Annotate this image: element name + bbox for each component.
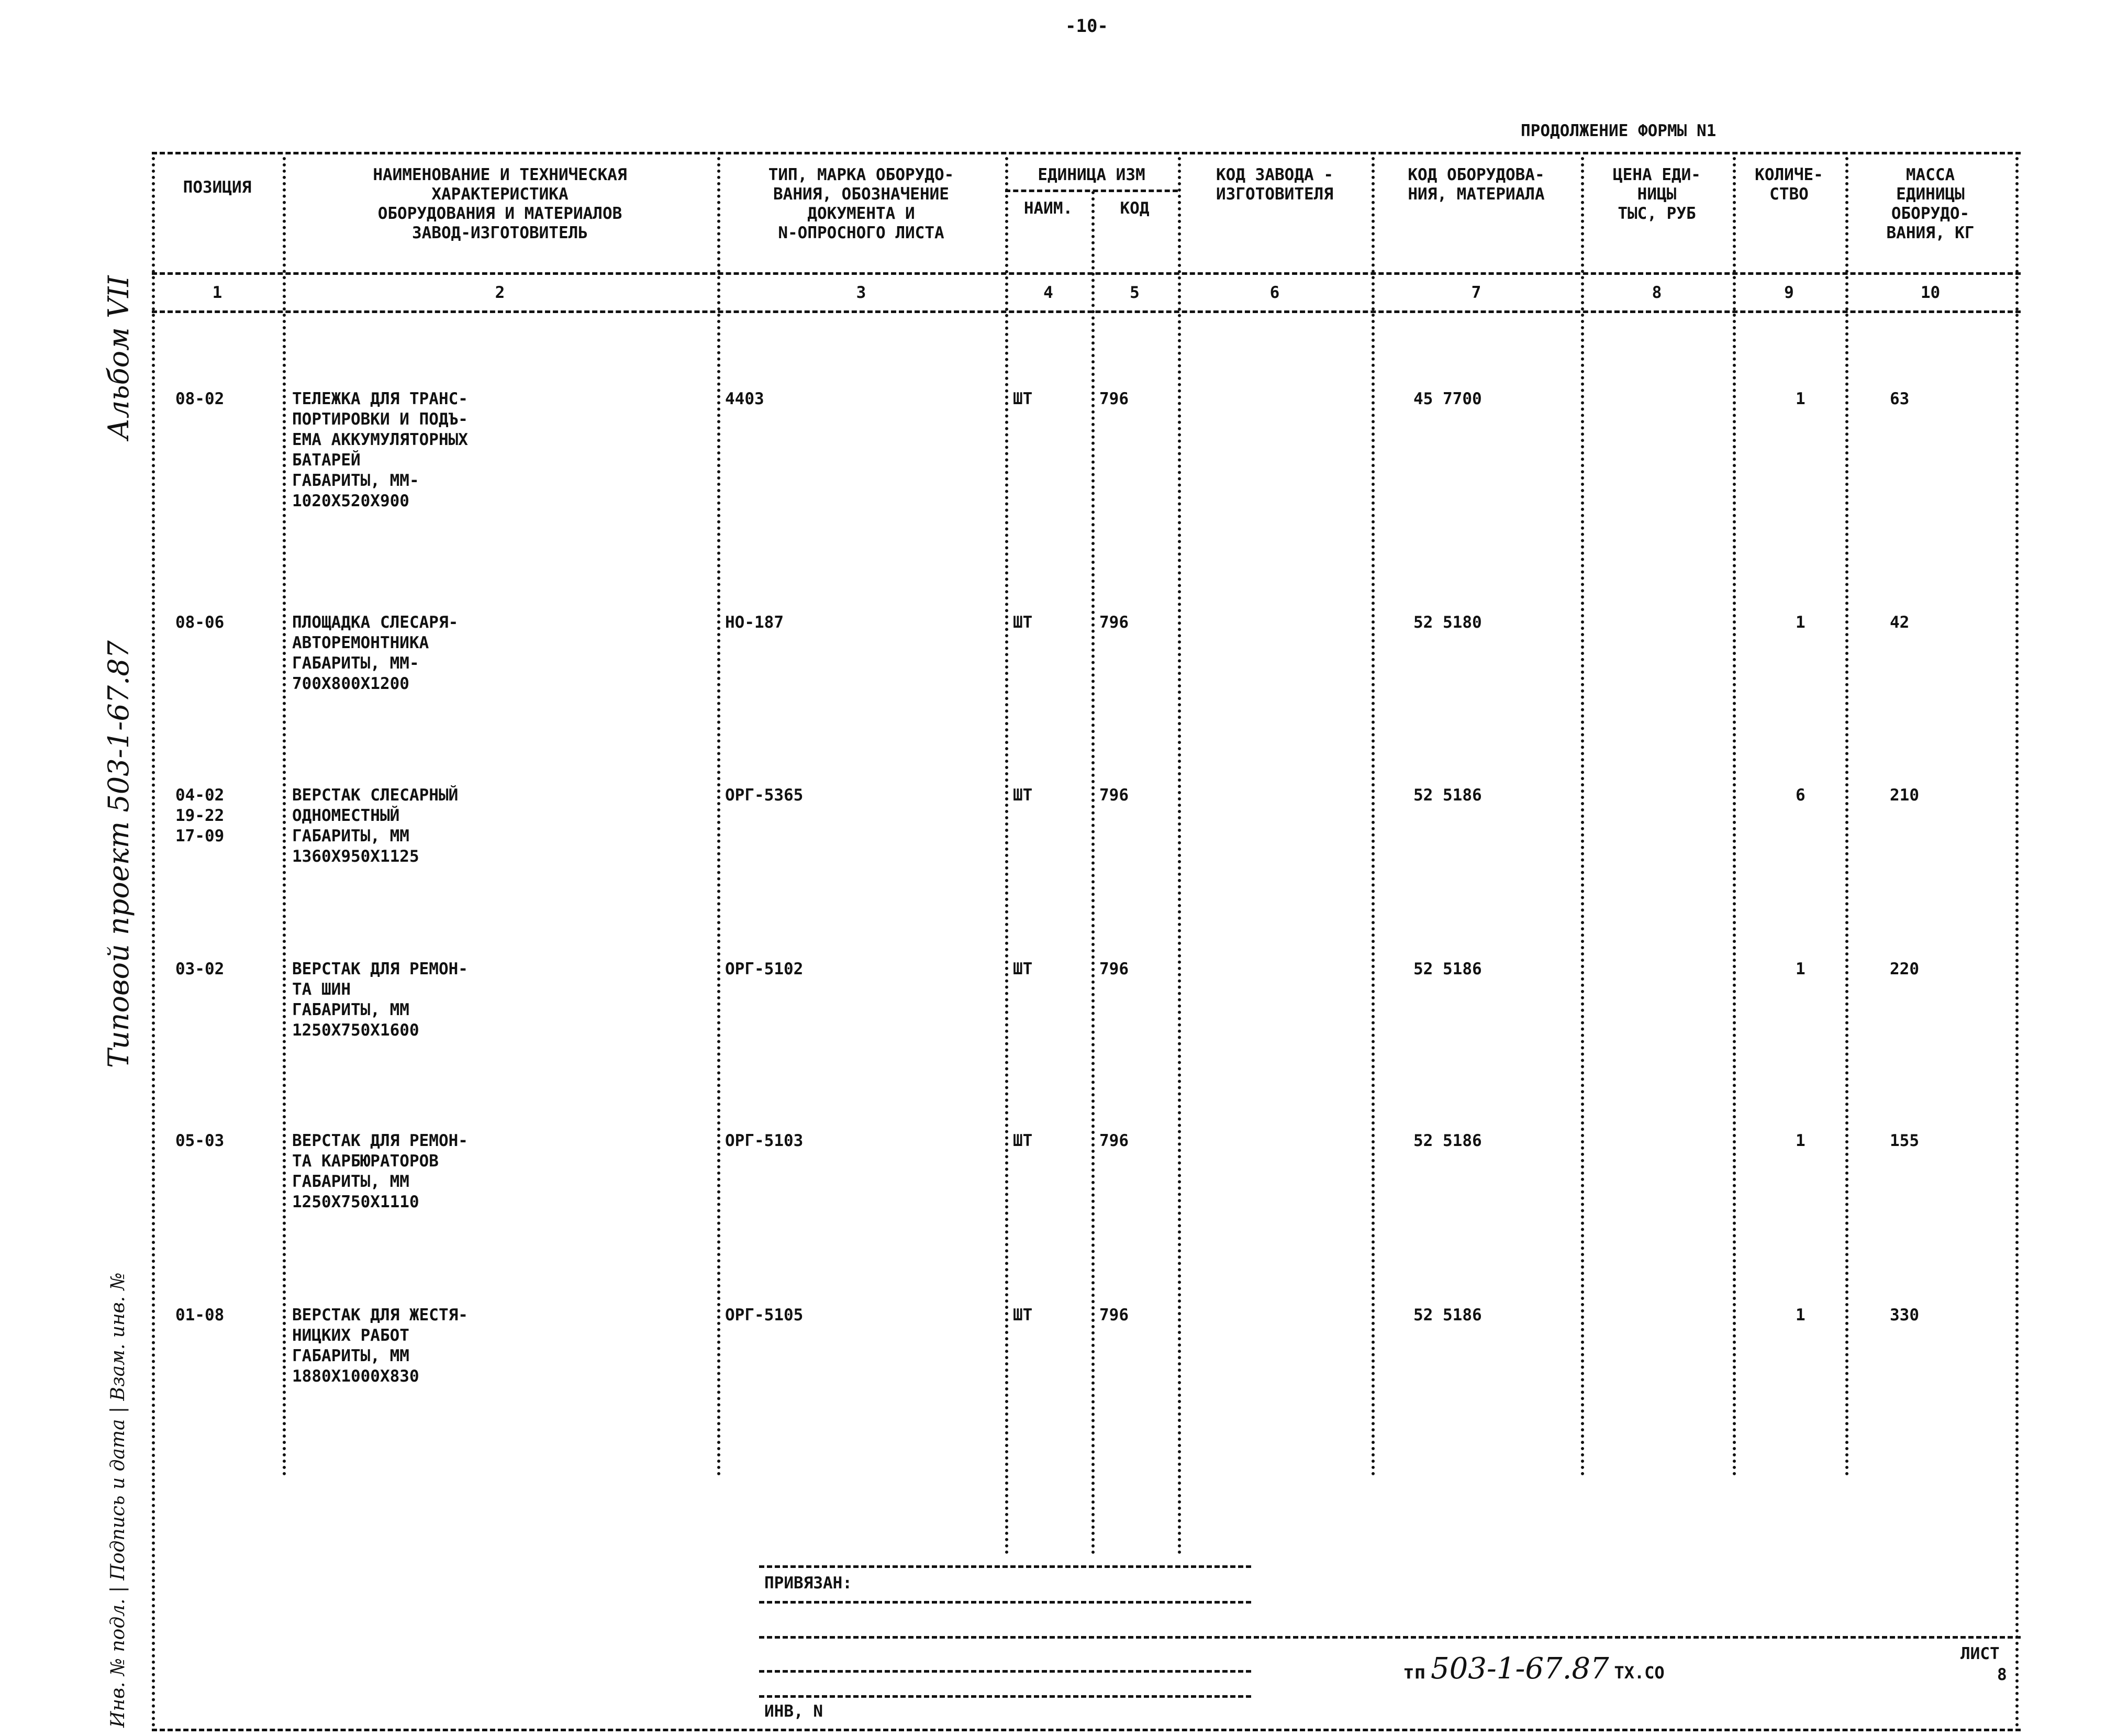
header-col-10: МАССА ЕДИНИЦЫ ОБОРУДО- ВАНИЯ, КГ <box>1886 165 1975 242</box>
row-equipment-code: 52 5186 <box>1413 1306 1482 1325</box>
col-sep-0 <box>152 157 155 1728</box>
row-name: ВЕРСТАК ДЛЯ РЕМОН- ТА КАРБЮРАТОРОВ ГАБАРИТЫ, ММ 1250Х750Х1110 <box>292 1131 468 1211</box>
row-quantity: 1 <box>1796 390 1806 408</box>
stamp-rule-4 <box>759 1670 1251 1673</box>
row-name: ВЕРСТАК ДЛЯ РЕМОН- ТА ШИН ГАБАРИТЫ, ММ 1250Х750Х1600 <box>292 960 468 1040</box>
table-bottom-rule <box>152 1729 2021 1731</box>
col-sep-6 <box>1372 157 1375 1476</box>
stamp-rule-1 <box>759 1565 1251 1568</box>
row-equipment-code: 52 5186 <box>1413 960 1482 978</box>
row-name: ТЕЛЕЖКА ДЛЯ ТРАНС- ПОРТИРОВКИ И ПОДЪ- ЕМА АККУМУЛЯТОРНЫХ БАТАРЕЙ ГАБАРИТЫ, ММ- 1020Х520Х900 <box>292 390 468 510</box>
col-num-8: 8 <box>1652 283 1662 302</box>
col-num-6: 6 <box>1269 283 1280 302</box>
row-type: НО-187 <box>725 613 784 632</box>
col-num-10: 10 <box>1920 283 1941 302</box>
project-label: Типовой проект 503-1-67.87 <box>102 640 135 1068</box>
row-mass: 330 <box>1890 1306 1919 1325</box>
row-type: ОРГ-5365 <box>725 786 804 805</box>
doc-prefix: тп <box>1403 1662 1426 1683</box>
row-type: ОРГ-5105 <box>725 1306 804 1325</box>
col-sep-2 <box>717 157 720 1476</box>
document-code <box>1403 1652 1665 1686</box>
col-num-1: 1 <box>212 283 222 302</box>
col-num-5: 5 <box>1130 283 1140 302</box>
row-position: 08-02 <box>175 390 225 408</box>
col-sep-5 <box>1178 157 1181 1555</box>
row-unit-code: 796 <box>1099 390 1129 408</box>
doc-suffix: ТХ.СО <box>1614 1663 1665 1683</box>
col-sep-1 <box>283 157 286 1476</box>
row-equipment-code: 52 5186 <box>1413 786 1482 805</box>
header-col-8: ЦЕНА ЕДИ- НИЦЫ ТЫС, РУБ <box>1613 165 1701 223</box>
row-mass: 42 <box>1890 613 1910 632</box>
doc-number: 503-1-67.87 <box>1431 1652 1609 1686</box>
header-col-6: КОД ЗАВОДА - ИЗГОТОВИТЕЛЯ <box>1216 165 1333 204</box>
sheet-number: 8 <box>1997 1665 2007 1684</box>
row-mass: 220 <box>1890 960 1919 978</box>
row-unit: ШТ <box>1013 390 1033 408</box>
col-sep-8 <box>1733 157 1736 1476</box>
col-sep-9 <box>1845 157 1848 1476</box>
row-position: 05-03 <box>175 1131 225 1150</box>
col-sep-7 <box>1581 157 1584 1476</box>
row-type: 4403 <box>725 390 764 408</box>
col-num-2: 2 <box>495 283 505 302</box>
row-position: 08-06 <box>175 613 225 632</box>
header-col-1: ПОЗИЦИЯ <box>183 178 252 197</box>
row-mass: 63 <box>1890 390 1910 408</box>
row-unit: ШТ <box>1013 1131 1033 1150</box>
header-col-7: КОД ОБОРУДОВА- НИЯ, МАТЕРИАЛА <box>1408 165 1545 204</box>
row-unit: ШТ <box>1013 960 1033 978</box>
stamp-rule-3 <box>759 1636 2021 1639</box>
row-quantity: 1 <box>1796 1306 1806 1325</box>
stamp-attached-label: ПРИВЯЗАН: <box>764 1574 852 1593</box>
header-unit-group: ЕДИНИЦА ИЗМ <box>1038 165 1145 184</box>
row-unit-code: 796 <box>1099 613 1129 632</box>
page-number: -10- <box>1065 16 1108 37</box>
stamp-inventory-label: ИНВ, N <box>764 1702 823 1721</box>
row-type: ОРГ-5103 <box>725 1131 804 1150</box>
row-equipment-code: 52 5186 <box>1413 1131 1482 1150</box>
row-mass: 210 <box>1890 786 1919 805</box>
row-type: ОРГ-5102 <box>725 960 804 978</box>
col-num-4: 4 <box>1043 283 1053 302</box>
header-col-5: КОД <box>1120 199 1150 218</box>
row-quantity: 6 <box>1796 786 1806 805</box>
row-unit: ШТ <box>1013 1306 1033 1325</box>
col-sep-3 <box>1005 157 1008 1555</box>
row-name: ПЛОЩАДКА СЛЕСАРЯ- АВТОРЕМОНТНИКА ГАБАРИТЫ, ММ- 700Х800Х1200 <box>292 613 459 693</box>
row-unit: ШТ <box>1013 786 1033 805</box>
sheet-label: ЛИСТ <box>1960 1644 2000 1663</box>
header-col-4: НАИМ. <box>1023 199 1073 218</box>
row-equipment-code: 52 5180 <box>1413 613 1482 632</box>
header-col-9: КОЛИЧЕ- СТВО <box>1755 165 1823 204</box>
row-position: 01-08 <box>175 1306 225 1325</box>
header-col-3: ТИП, МАРКА ОБОРУДО- ВАНИЯ, ОБОЗНАЧЕНИЕ ДОКУМЕНТА И N-ОПРОСНОГО ЛИСТА <box>768 165 954 242</box>
header-rule <box>152 272 2021 275</box>
row-unit: ШТ <box>1013 613 1033 632</box>
header-col-2: НАИМЕНОВАНИЕ И ТЕХНИЧЕСКАЯ ХАРАКТЕРИСТИКА ОБОРУДОВАНИЯ И МАТЕРИАЛОВ ЗАВОД-ИЗГОТОВИТЕЛЬ <box>373 165 627 242</box>
table-top-rule <box>152 152 2021 154</box>
row-quantity: 1 <box>1796 960 1806 978</box>
column-number-rule <box>152 310 2021 313</box>
row-name: ВЕРСТАК ДЛЯ ЖЕСТЯ- НИЦКИХ РАБОТ ГАБАРИТЫ, ММ 1880Х1000Х830 <box>292 1306 468 1386</box>
col-num-7: 7 <box>1471 283 1481 302</box>
stamp-rule-2 <box>759 1601 1251 1604</box>
continuation-title: ПРОДОЛЖЕНИЕ ФОРМЫ N1 <box>1521 121 1717 140</box>
col-sep-4 <box>1091 191 1095 1555</box>
row-unit-code: 796 <box>1099 1131 1129 1150</box>
album-label: Альбом VII <box>102 275 135 440</box>
row-equipment-code: 45 7700 <box>1413 390 1482 408</box>
row-position: 04-02 19-22 17-09 <box>175 786 225 845</box>
row-unit-code: 796 <box>1099 1306 1129 1325</box>
row-quantity: 1 <box>1796 1131 1806 1150</box>
col-sep-10 <box>2015 157 2019 1728</box>
row-unit-code: 796 <box>1099 960 1129 978</box>
row-position: 03-02 <box>175 960 225 978</box>
row-quantity: 1 <box>1796 613 1806 632</box>
row-unit-code: 796 <box>1099 786 1129 805</box>
row-name: ВЕРСТАК СЛЕСАРНЫЙ ОДНОМЕСТНЫЙ ГАБАРИТЫ, ММ 1360Х950Х1125 <box>292 786 459 866</box>
stamp-rule-5 <box>759 1695 1251 1698</box>
col-num-9: 9 <box>1784 283 1794 302</box>
row-mass: 155 <box>1890 1131 1919 1150</box>
margin-stamp-labels: Инв. № подл. | Подпись и дата | Взам. инв. № <box>107 1272 129 1728</box>
col-num-3: 3 <box>856 283 866 302</box>
